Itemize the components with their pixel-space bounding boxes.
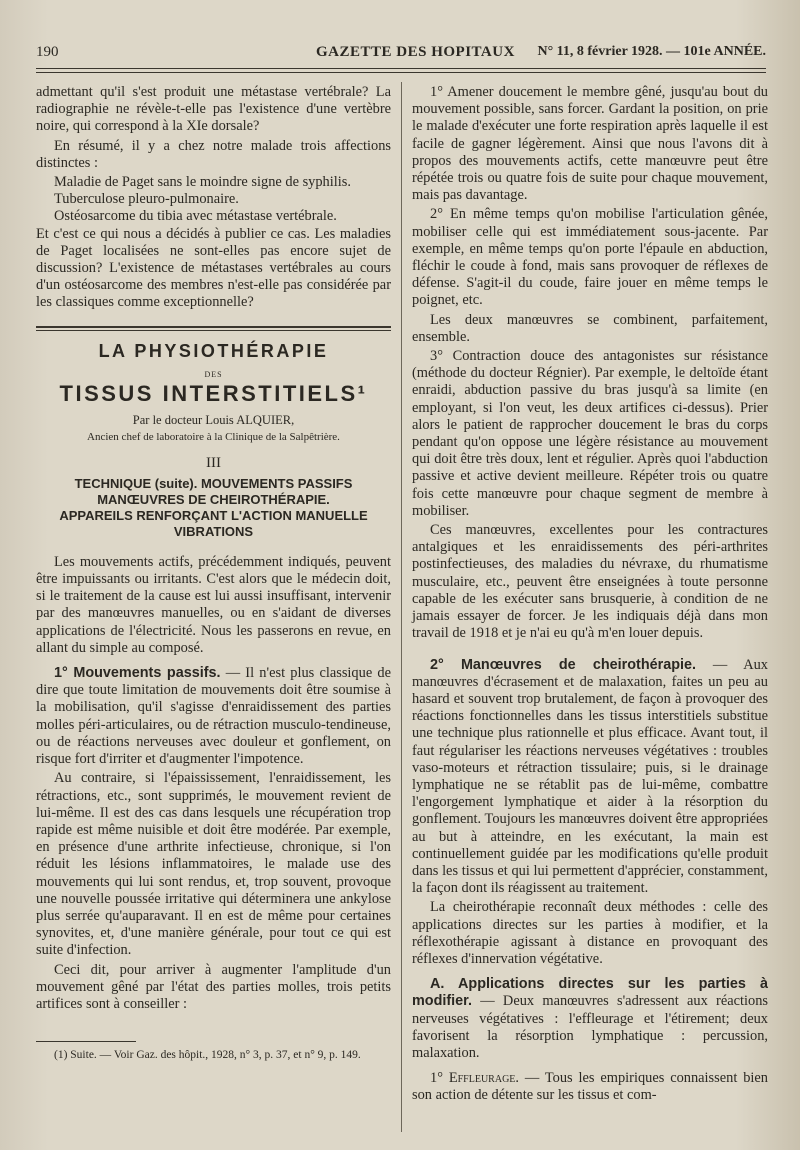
run-in-heading: 1° Mouvements passifs. xyxy=(54,665,221,682)
footnote: (1) Suite. — Voir Gaz. des hôpit., 1928, n° 3, p. 37, et n° 9, p. 149. xyxy=(54,1049,361,1062)
article-separator xyxy=(36,326,391,331)
body-paragraph: La cheirothérapie reconnaît deux méthodes : celle des applications directes sur les parties à modifier, et la réflexothérapie agissant à distance en provoquant des réflexes d'innervation végétative. xyxy=(412,899,768,967)
page-number: 190 xyxy=(36,44,59,60)
list-item: Tuberculose pleuro-pulmonaire. xyxy=(54,191,239,208)
issue-info: N° 11, 8 février 1928. — 101e ANNÉE. xyxy=(537,44,766,59)
body-paragraph: 3° Contraction douce des antagonistes sur résistance (méthode du docteur Régnier). Par exemple, le deltoïde étant enraidi, abduction passive du bras jusqu'à sa limite (en employant, si l'on veut, les deux artifices ci-dessus). Prier alors le patient de rapprocher doucement le bras du corps pendant qu'on oppose une légère résistance au mouvement qui doit être très doux, lent et régulier. Après quoi l'abduction passive et active devient meilleure. Répéter trois ou quatre fois cette manœuvre pour chaque segment de membre à mobiliser. xyxy=(412,348,768,519)
paragraph-text: — Tous les empiriques connaissent bien son action de détente sur les tissus et com- xyxy=(412,1070,768,1104)
section-heading xyxy=(36,476,391,540)
article-title-des: DES xyxy=(204,369,223,379)
right-column xyxy=(412,84,768,1107)
paragraph-text: — Deux manœuvres s'adressent aux réactions nerveuses végétatives : l'effleurage et l'étirement; deux favorisent la résorption lymphatique : percussion, malaxation. xyxy=(412,993,768,1061)
article-author: Par le docteur Louis ALQUIER, xyxy=(132,413,295,428)
section-heading-line: VIBRATIONS xyxy=(173,523,254,539)
section-heading-line: MANŒUVRES DE CHEIROTHÉRAPIE. xyxy=(97,491,330,507)
body-paragraph: Les mouvements actifs, précédemment indiqués, peuvent être impuissants ou irritants. C'est alors que le médecin doit, si le traitement de la cause est lui aussi insuffisant, intervenir par des manœuvres manuelles, ou en s'aidant de diverses applications de l'électricité. Nous les passerons en revue, en allant du simple au composé. xyxy=(36,553,391,656)
body-paragraph: Ceci dit, pour arriver à augmenter l'amplitude d'un mouvement gêné par l'état des parties molles, trois petits artifices sont à conseiller : xyxy=(36,961,391,1012)
applications-paragraph xyxy=(412,976,768,1062)
body-paragraph: Les deux manœuvres se combinent, parfaitement, ensemble. xyxy=(412,311,768,345)
list-item: Maladie de Paget sans le moindre signe de syphilis. xyxy=(54,174,351,191)
run-in-heading: 1° Effleurage. xyxy=(430,1070,519,1087)
run-in-heading: 2° Manœuvres de cheirothérapie. xyxy=(430,656,697,673)
column-divider xyxy=(401,82,402,1132)
journal-title: GAZETTE DES HOPITAUX xyxy=(316,44,515,60)
header-rule xyxy=(36,68,766,69)
footnote-rule xyxy=(36,1041,136,1042)
article-title-line2: TISSUS INTERSTITIELS¹ xyxy=(59,381,368,407)
part-number: III xyxy=(206,454,221,471)
cheirotherapy-paragraph xyxy=(412,657,768,898)
section-heading-line: APPAREILS RENFORÇANT L'ACTION MANUELLE xyxy=(59,507,368,523)
header-rule-thin xyxy=(36,72,766,73)
run-in-heading: A. Applications directes sur les parties à modifier. xyxy=(412,976,768,1010)
body-paragraph: Ces manœuvres, excellentes pour les contractures antalgiques et les enraidissements des péri-arthrites postinfectieuses, des maladies du névraxe, du rhumatisme musculaire, etc., peuvent être enseignées à toute personne capable de les exécuter sans brusquerie, à condition de ne jamais essayer de forcer. Je les indiquais déjà dans mon travail de 1918 et je n'ai eu qu'à m'en louer depuis. xyxy=(412,522,768,642)
body-paragraph: Au contraire, si l'épaississement, l'enraidissement, les rétractions, etc., sont supprimés, le mouvement revient de lui-même. Il est des cas dans lesquels une récupération trop rapide est même nuisible et doit être modérée. Par exemple, en présence d'une arthrite infectieuse, chronique, si l'on réduit les lésions inflammatoires, le malade use des mouvements qui lui sont rendus, et, trop souvent, provoque une nouvelle poussée irritative qui déterminera une ankylose plus serrée qu'auparavant. Il en est de même pour certaines synovites, et, d'une manière générale, pour tout ce qui est suite d'infection. xyxy=(36,770,391,959)
paragraph-text: — Il n'est plus classique de dire que toute limitation de mouvements doit être soumise à la mobilisation, qu'il s'agisse d'enraidissement des parties molles péri-articulaires, ou de rétraction musculo-tendineuse, ou de réactions nerveuses avec douleur et gonflement, on risque fort d'irriter et d'augmenter l'impotence. xyxy=(36,665,391,768)
author-affiliation: Ancien chef de laboratoire à la Clinique de la Salpêtrière. xyxy=(87,431,340,444)
intro-paragraph: admettant qu'il s'est produit une métastase vertébrale? La radiographie ne révèle-t-elle pas l'existence d'une vertèbre noire, qui correspond à la XIe dorsale? xyxy=(36,84,391,135)
passive-movements-paragraph xyxy=(36,665,391,768)
effleurage-paragraph xyxy=(412,1070,768,1104)
conclusion-paragraph: Et c'est ce qui nous a décidés à publier ce cas. Les maladies de Paget localisées ne sont-elles pas encore sujet de discussion? L'existence de métastases vertébrales au cours d'un ostéosarcome des membres n'est-elle pas considérée par les classiques comme exceptionnelle? xyxy=(36,225,391,311)
article-title-line1: LA PHYSIOTHÉRAPIE xyxy=(98,340,329,361)
body-paragraph: 1° Amener doucement le membre gêné, jusqu'au bout du mouvement possible, sans forcer. Gardant la position, on prie le malade d'exécuter une forte respiration après laquelle il est facile de gagner légèrement. Ainsi que nous l'avons dit à propos des mouvements actifs, cette manœuvre peut être répétée trois ou quatre fois de suite pour chaque mouvement, mais pas davantage. xyxy=(412,84,768,204)
body-paragraph: 2° En même temps qu'on mobilise l'articulation gênée, mobiliser celle qui est immédiatement sous-jacente. Par exemple, en même temps qu'on porte l'épaule en abduction, fléchir le coude à fond, mais sans provoquer de réflexes de défense. S'agit-il du coude, faire jouer en même temps le poignet, etc. xyxy=(412,206,768,309)
page-header xyxy=(36,44,766,66)
left-column xyxy=(36,84,391,1064)
list-item: Ostéosarcome du tibia avec métastase vertébrale. xyxy=(54,208,337,225)
paragraph-text: — Aux manœuvres d'écrasement et de malaxation, faites un peu au hasard et souvent trop brutalement, de façon à provoquer des réactions fonctionnelles dans les tissus interstitiels substitue une technique plus rationnelle et plus efficace. Avant tout, il faut régulariser les réactions nerveuses végétatives : troubles vaso-moteurs et rétraction tissulaire; puis, si le drainage lymphatique ne se rétablit pas de lui-même, combattre l'engorgement lymphatique et aider à la résorption du gonflement. Toujours les manœuvres doivent être appropriées au but à atteindre, en les exécutant, la main est continuellement guidée par les modifications qu'elle produit dans les tissus et qui lui permettent d'apprécier, constamment, la façon dont ils réagissent au traitement. xyxy=(412,656,768,897)
summary-paragraph: En résumé, il y a chez notre malade trois affections distinctes : xyxy=(36,137,391,171)
section-heading-line: TECHNIQUE (suite). MOUVEMENTS PASSIFS xyxy=(74,475,353,491)
